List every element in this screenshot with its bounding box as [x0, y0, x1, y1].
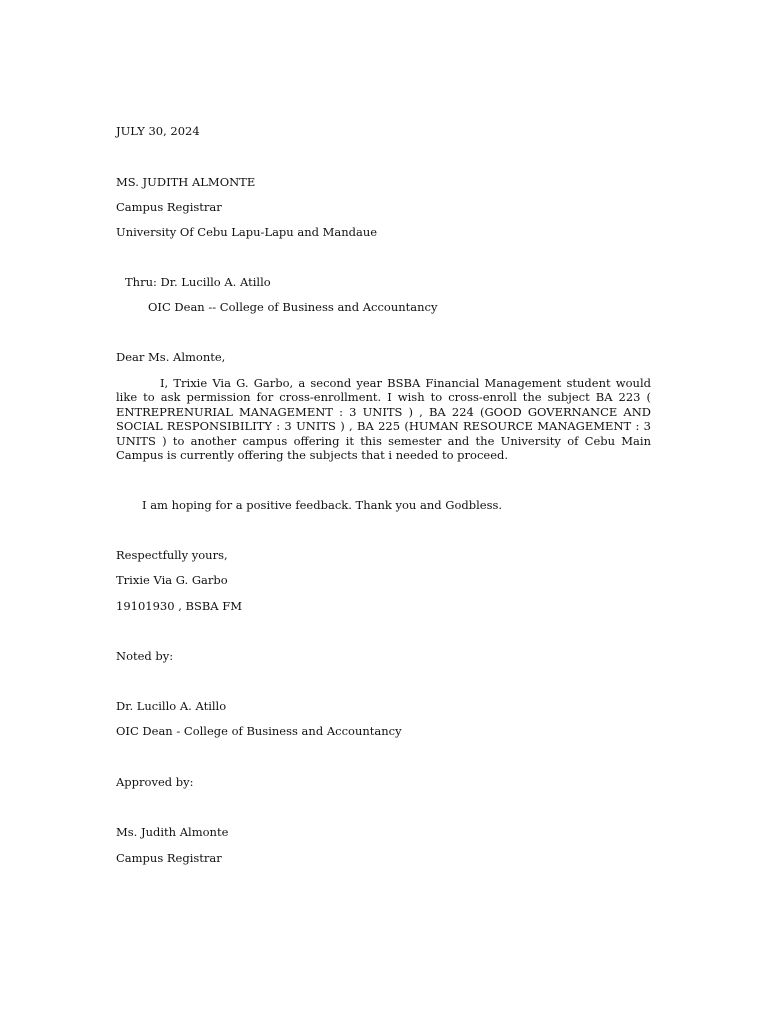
recipient-name: MS. JUDITH ALMONTE [116, 175, 256, 189]
sender-name: Trixie Via G. Garbo [116, 573, 228, 587]
noted-by-position: OIC Dean - College of Business and Accountancy [116, 724, 402, 738]
approved-by-name: Ms. Judith Almonte [116, 825, 229, 839]
complimentary-close: Respectfully yours, [116, 548, 228, 562]
recipient-institution: University Of Cebu Lapu-Lapu and Mandaue [116, 225, 378, 239]
closing-note: I am hoping for a positive feedback. Thank you and Godbless. [142, 498, 503, 512]
approved-by-label: Approved by: [116, 775, 194, 789]
approved-by-position: Campus Registrar [116, 851, 222, 865]
sender-id-course: 19101930 , BSBA FM [116, 599, 242, 613]
noted-by-name: Dr. Lucillo A. Atillo [116, 699, 227, 713]
thru-line: Thru: Dr. Lucillo A. Atillo [125, 275, 271, 289]
recipient-title: Campus Registrar [116, 200, 222, 214]
noted-by-label: Noted by: [116, 649, 174, 663]
letter-body: I, Trixie Via G. Garbo, a second year BSBA Financial Management student would like to ask permission for cross-enrollment. I wish to cross-enroll the subject BA 223 ( ENTREPRENURIAL MANAGEMENT : 3 UNITS ) , BA 224 (GOOD GOVERNANCE AND SOCIAL RESPONSIBILITY : 3 UNITS ) , BA 225 (HUMAN RESOURCE MANAGEMENT : 3 UNITS ) to another campus offering it this semester and the University of Cebu Main Campus is currently offering the subjects that i needed to proceed. [116, 376, 651, 463]
letter-date: JULY 30, 2024 [116, 124, 200, 138]
thru-position: OIC Dean -- College of Business and Accountancy [148, 300, 438, 314]
salutation: Dear Ms. Almonte, [116, 350, 226, 364]
